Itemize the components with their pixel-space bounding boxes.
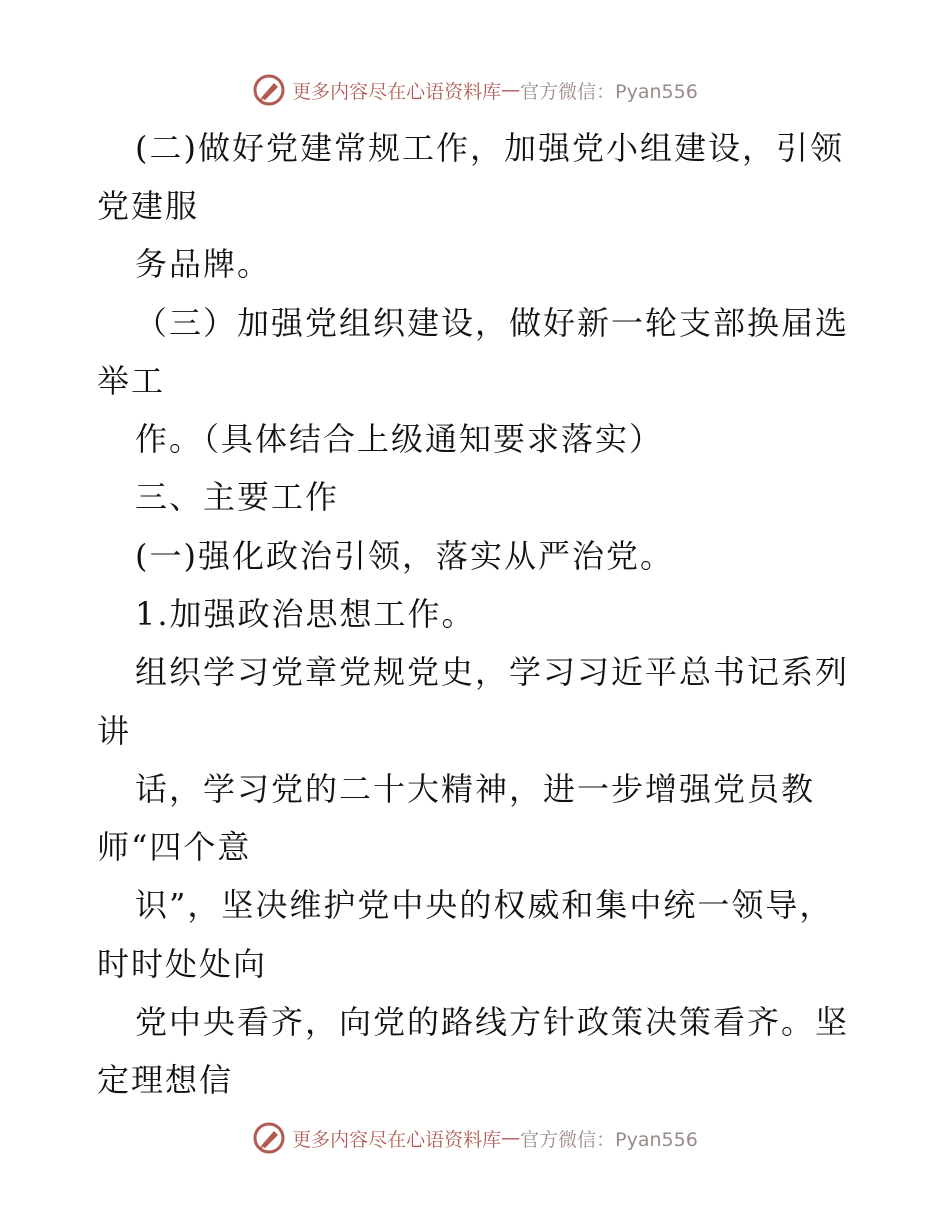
subsection-heading: (一)强化政治引领，落实从严治党。 — [135, 537, 674, 575]
section-heading: 三、主要工作 — [135, 478, 340, 516]
paragraph-line: 党建服 — [97, 187, 200, 225]
banner-main-text: 更多内容尽在心语资料库 — [292, 80, 502, 103]
paragraph-line: 作。（具体结合上级通知要求落实） — [135, 420, 664, 458]
paragraph-line: 定理想信 — [97, 1061, 234, 1099]
paragraph-line: 举工 — [97, 362, 166, 400]
paragraph-line: 时时处处向 — [97, 945, 268, 983]
footer-watermark-banner — [0, 1118, 950, 1158]
banner-dash: — — [501, 79, 521, 101]
paragraph-line: 党中央看齐，向党的路线方针政策决策看齐。坚 — [135, 1003, 850, 1041]
paragraph-line: 讲 — [97, 712, 132, 750]
banner-main-text: 更多内容尽在心语资料库 — [292, 1128, 502, 1151]
paragraph-line: 组织学习党章党规党史，学习习近平总书记系列 — [135, 653, 850, 691]
header-watermark-banner — [0, 70, 950, 110]
paragraph-line: (二)做好党建常规工作，加强党小组建设，引领 — [135, 129, 844, 167]
banner-dash: — — [501, 1127, 521, 1149]
pen-logo-icon — [252, 1121, 286, 1155]
pen-logo-icon — [252, 73, 286, 107]
paragraph-line: 务品牌。 — [135, 245, 272, 283]
banner-contact-text: 官方微信：Pyan556 — [520, 80, 698, 103]
paragraph-line: 识”，坚决维护党中央的权威和集中统一领导， — [135, 886, 834, 924]
banner-contact-text: 官方微信：Pyan556 — [520, 1128, 698, 1151]
item-heading: 1.加强政治思想工作。 — [135, 595, 476, 633]
paragraph-line: （三）加强党组织建设，做好新一轮支部换届选 — [135, 304, 850, 342]
paragraph-line: 师“四个意 — [97, 828, 252, 866]
paragraph-line: 话，学习党的二十大精神，进一步增强党员教 — [135, 770, 816, 808]
